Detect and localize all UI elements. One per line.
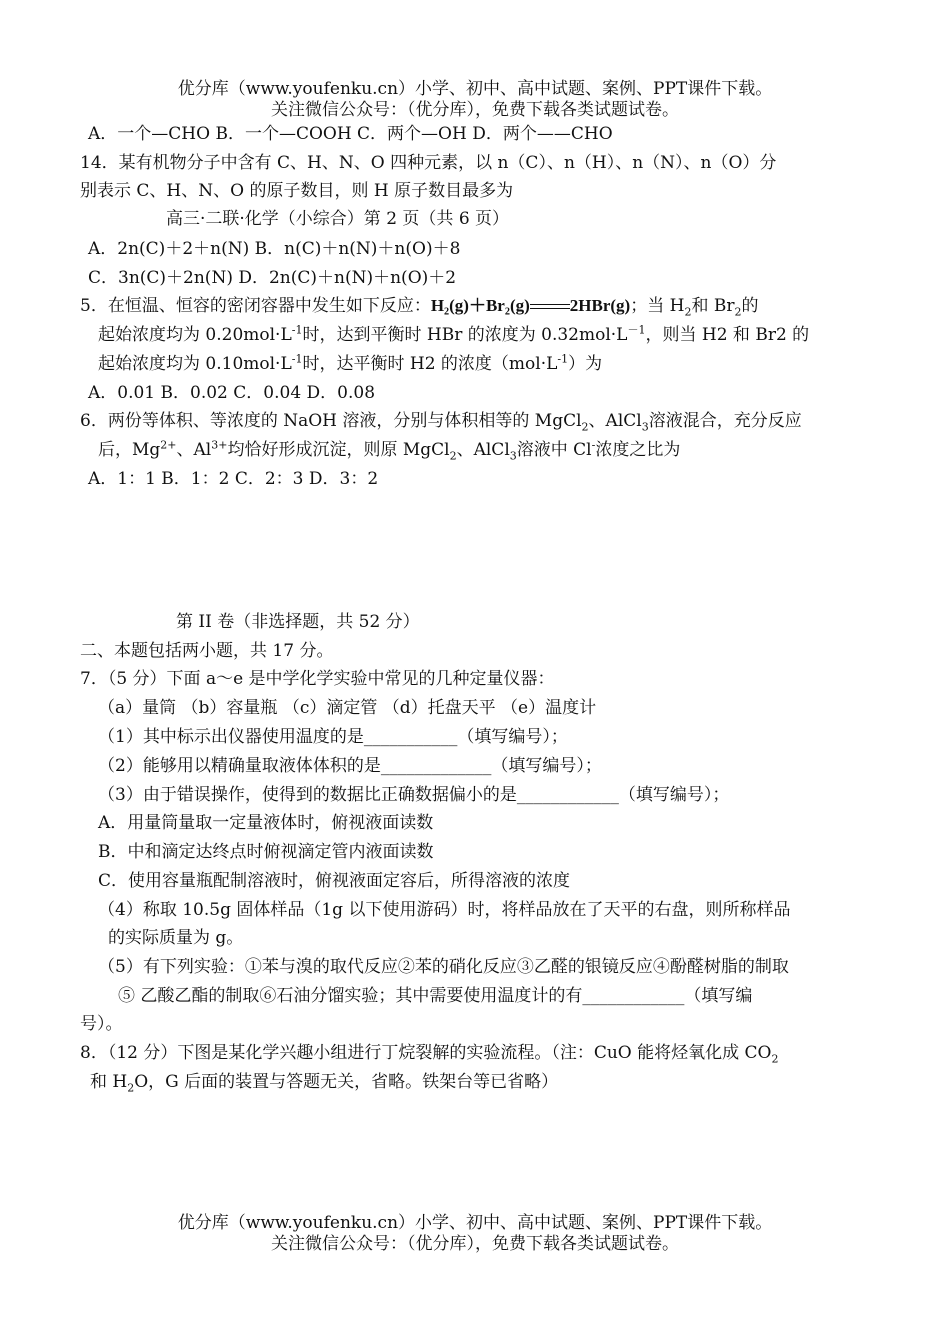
q6-line2-a: 后，Mg xyxy=(98,440,161,460)
superscript: 2+ xyxy=(160,438,177,452)
q5-prefix: 5．在恒温、恒容的密闭容器中发生如下反应： xyxy=(80,296,431,316)
q5-options: A．0.01 B．0.02 C．0.04 D．0.08 xyxy=(88,383,376,403)
q7-part-5-line-3: 号）。 xyxy=(80,1014,123,1034)
q6-line2-e: 溶液中 Cl xyxy=(516,440,592,460)
q5-line-2 xyxy=(98,324,809,346)
q13-options: A．一个—CHO B．一个—COOH C．两个—OH D．两个——CHO xyxy=(88,124,613,144)
q8-line2-a: 和 H xyxy=(90,1072,128,1092)
superscript: -1 xyxy=(291,323,303,337)
q6-line-2 xyxy=(98,439,680,461)
q5-line-3 xyxy=(98,353,602,375)
superscript: - xyxy=(591,438,596,452)
q5-suffix-b: 和 Br xyxy=(691,296,735,316)
q6-line2-c: 均恰好形成沉淀，则原 MgCl xyxy=(227,440,450,460)
subscript: 2 xyxy=(771,1052,779,1066)
q7-option-b: B．中和滴定达终点时俯视滴定管内液面读数 xyxy=(98,842,434,862)
superscript: －1 xyxy=(627,323,646,337)
q7-stem: 7．（5 分）下面 a～e 是中学化学实验中常见的几种定量仪器： xyxy=(80,669,555,689)
footer-line-2: 关注微信公众号：（优分库），免费下载各类试题试卷。 xyxy=(271,1234,679,1254)
q8-line-2 xyxy=(90,1071,558,1093)
reaction-equation-right: 2HBr(g) xyxy=(569,296,631,315)
reaction-equation-left: H₂(g)＋Br₂(g) xyxy=(430,296,530,315)
q5-suffix-c: 的 xyxy=(741,296,759,316)
q5-line3-a: 起始浓度均为 0.10mol·L xyxy=(98,354,292,374)
q6-line1-a: 6．两份等体积、等浓度的 NaOH 溶液，分别与体积相等的 MgCl xyxy=(80,411,582,431)
subscript: 2 xyxy=(581,420,589,434)
q5-line2-b: 时，达到平衡时 HBr 的浓度为 0.32mol·L xyxy=(302,325,628,345)
page-note: 高三·二联·化学（小综合）第 2 页（共 6 页） xyxy=(166,209,510,229)
q7-part-1: （1）其中标示出仪器使用温度的是___________（填写编号）； xyxy=(98,727,568,747)
q6-line2-b: 、Al xyxy=(176,440,212,460)
q6-line1-c: 溶液混合，充分反应 xyxy=(648,411,802,431)
q7-part-3: （3）由于错误操作，使得到的数据比正确数据偏小的是____________（填写编号）； xyxy=(98,785,730,805)
subscript: 2 xyxy=(127,1081,135,1095)
equilibrium-arrow-icon xyxy=(530,303,570,311)
q14-options-row-1: A．2n(C)＋2＋n(N) B．n(C)＋n(N)＋n(O)＋8 xyxy=(88,239,461,259)
q6-options: A．1：1 B．1：2 C．2：3 D．3：2 xyxy=(88,469,379,489)
q5-suffix-a: ；当 H xyxy=(630,296,685,316)
header-line-2: 关注微信公众号：（优分库），免费下载各类试题试卷。 xyxy=(271,100,679,120)
subscript: 3 xyxy=(641,420,649,434)
q7-part-4-line-2: 的实际质量为 g。 xyxy=(108,928,244,948)
q7-part-5-line-2: ⑤ 乙酸乙酯的制取⑥石油分馏实验；其中需要使用温度计的有____________（填写编 xyxy=(118,986,753,1006)
q6-line2-d: 、AlCl xyxy=(456,440,510,460)
q14-options-row-2: C．3n(C)＋2n(N) D．2n(C)＋n(N)＋n(O)＋2 xyxy=(88,268,457,288)
q5-line2-a: 起始浓度均为 0.20mol·L xyxy=(98,325,292,345)
q5-line-1 xyxy=(80,295,758,317)
q7-option-c: C．使用容量瓶配制溶液时，俯视液面定容后，所得溶液的浓度 xyxy=(98,871,571,891)
q5-line3-c: ）为 xyxy=(568,354,603,374)
q7-part-5-line-1: （5）有下列实验：①苯与溴的取代反应②苯的硝化反应③乙醛的银镜反应④酚醛树脂的制取 xyxy=(98,957,789,977)
q7-part-4-line-1: （4）称取 10.5g 固体样品（1g 以下使用游码）时，将样品放在了天平的右盘，则所称样品 xyxy=(98,900,791,920)
superscript: -1 xyxy=(291,352,303,366)
q6-line-1 xyxy=(80,410,802,432)
superscript: -1 xyxy=(557,352,569,366)
section-2-intro: 二、本题包括两小题，共 17 分。 xyxy=(80,641,334,661)
q5-line2-c: ，则当 H2 和 Br2 的 xyxy=(645,325,810,345)
q14-line-2: 别表示 C、H、N、O 的原子数目，则 H 原子数目最多为 xyxy=(80,181,514,201)
q7-part-2: （2）能够用以精确量取液体体积的是_____________（填写编号）； xyxy=(98,756,602,776)
section-2-title: 第 II 卷（非选择题，共 52 分） xyxy=(176,612,420,632)
q6-line2-f: 浓度之比为 xyxy=(595,440,681,460)
q8-line-1 xyxy=(80,1042,779,1064)
q8-line2-b: O，G 后面的装置与答题无关，省略。铁架台等已省略） xyxy=(134,1072,559,1092)
subscript: 2 xyxy=(734,305,742,319)
footer-line-1: 优分库（www.youfenku.cn）小学、初中、高中试题、案例、PPT课件下载。 xyxy=(177,1213,773,1233)
q6-line1-b: 、AlCl xyxy=(588,411,642,431)
q14-line-1: 14．某有机物分子中含有 C、H、N、O 四种元素，以 n（C）、n（H）、n（N）、n（O）分 xyxy=(80,153,777,173)
subscript: 3 xyxy=(509,449,517,463)
superscript: 3+ xyxy=(211,438,228,452)
header-line-1: 优分库（www.youfenku.cn）小学、初中、高中试题、案例、PPT课件下载。 xyxy=(177,79,773,99)
subscript: 2 xyxy=(684,305,692,319)
subscript: 2 xyxy=(449,449,457,463)
q5-line3-b: 时，达平衡时 H2 的浓度（mol·L xyxy=(302,354,558,374)
q7-option-a: A．用量筒量取一定量液体时，俯视液面读数 xyxy=(98,813,434,833)
q8-line1-a: 8．（12 分）下图是某化学兴趣小组进行丁烷裂解的实验流程。（注：CuO 能将烃氧化成 CO xyxy=(80,1043,772,1063)
q7-instruments: （a）量筒 （b）容量瓶 （c）滴定管 （d）托盘天平 （e）温度计 xyxy=(98,698,597,718)
